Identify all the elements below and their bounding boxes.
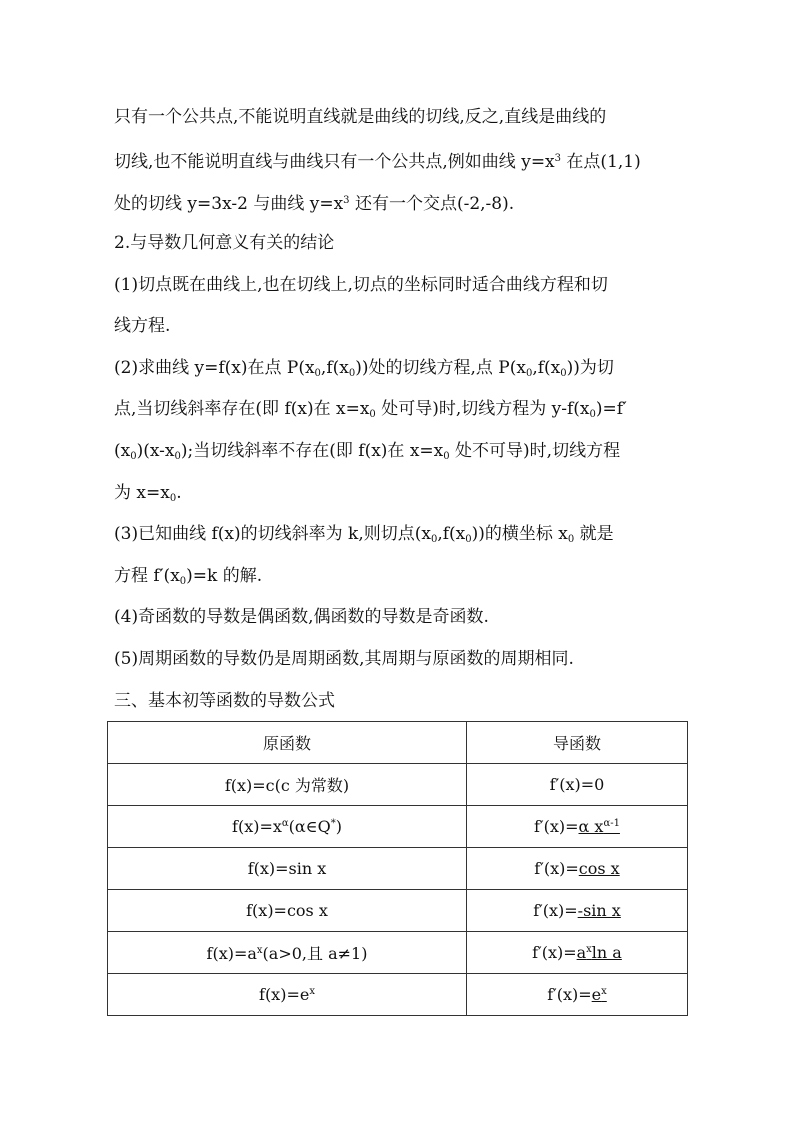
conclusion-2-line: (2)求曲线 y=f(x)在点 $P(x_0,f(x_0))$处的切线方程,点 $P(x_0,f(x_0))$为切 (114, 358, 614, 379)
derivative-cell: f′(x)=cos x (467, 848, 688, 890)
table-row (108, 974, 688, 1016)
derivative-cell: f′(x)=0 (467, 764, 688, 806)
table-row (108, 806, 688, 848)
table-row (108, 848, 688, 890)
original-function-cell: f(x)=sin x (108, 848, 467, 890)
conclusion-3-line: 方程 $f'(x_0)=k$ 的解. (114, 566, 263, 587)
section-heading: 2.与导数几何意义有关的结论 (114, 233, 335, 253)
derivative-cell: f′(x)=-sin x (467, 890, 688, 932)
conclusion-2-line: 点,当切线斜率存在(即 f(x)在 $x=x_0$ 处可导)时,切线方程为 $y-f(x_0)=f'$ (114, 399, 627, 420)
paragraph-line: 只有一个公共点,不能说明直线就是曲线的切线,反之,直线是曲线的 (114, 107, 607, 127)
section-heading: 三、基本初等函数的导数公式 (114, 691, 335, 711)
conclusion-5-line: (5)周期函数的导数仍是周期函数,其周期与原函数的周期相同. (114, 649, 574, 669)
original-function-cell: $f(x)=a^x(a>0$,且 a≠1) (108, 932, 467, 974)
conclusion-1-line: (1)切点既在曲线上,也在切线上,切点的坐标同时适合曲线方程和切 (114, 275, 608, 295)
conclusion-2-line: 为 $x=x_0$. (114, 483, 182, 504)
table-row (108, 890, 688, 932)
original-function-cell: $f(x)=x^\alpha(\alpha\in Q^*)$ (108, 806, 467, 848)
conclusion-2-line: $(x_0)(x-x_0)$;当切线斜率不存在(即 f(x)在 $x=x_0$ 处不可导)时,切线方程 (114, 441, 621, 462)
table-row (108, 932, 688, 974)
derivative-cell: $f'(x)=a^x\ln$ a (467, 932, 688, 974)
derivative-cell: f′(x)=α $x^{\alpha-1}$ (467, 806, 688, 848)
table-header-row (108, 722, 688, 764)
derivative-formula-table (107, 721, 688, 1016)
paragraph-line: 处的切线 y=3x-2 与曲线 $y=x^3$ 还有一个交点(-2,-8). (114, 194, 515, 214)
conclusion-1-line: 线方程. (114, 316, 171, 336)
original-function-cell: f(x)=c(c 为常数) (108, 764, 467, 806)
table-row (108, 764, 688, 806)
original-function-cell: $f(x)=e^x$ (108, 974, 467, 1016)
paragraph-line: 切线,也不能说明直线与曲线只有一个公共点,例如曲线 $y=x^3$ 在点(1,1) (114, 152, 641, 172)
original-function-cell: f(x)=cos x (108, 890, 467, 932)
derivative-cell: $f'(x)=e^x$ (467, 974, 688, 1016)
column-header: 原函数 (108, 722, 467, 764)
conclusion-4-line: (4)奇函数的导数是偶函数,偶函数的导数是奇函数. (114, 607, 489, 627)
conclusion-3-line: (3)已知曲线 f(x)的切线斜率为 k,则切点$(x_0,f(x_0))$的横坐标 $x_0$ 就是 (114, 524, 614, 545)
column-header: 导函数 (467, 722, 688, 764)
